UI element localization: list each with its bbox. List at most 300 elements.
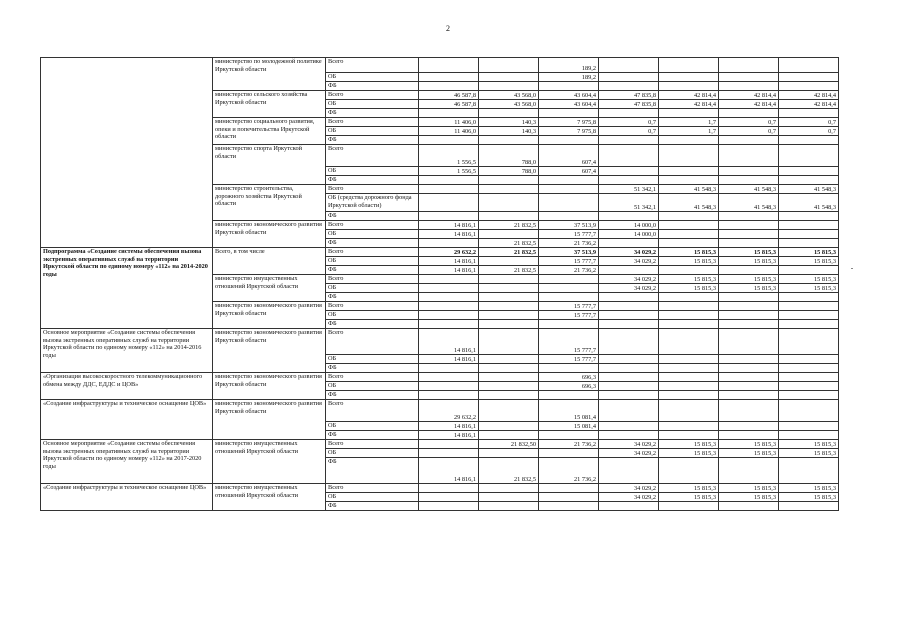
- amount-cell: [659, 302, 719, 311]
- amount-cell: [659, 355, 719, 364]
- amount-cell: 15 815,3: [659, 275, 719, 284]
- amount-cell: [599, 422, 659, 431]
- amount-cell: [479, 449, 539, 458]
- amount-cell: 15 777,7: [539, 355, 599, 364]
- amount-cell: [479, 373, 539, 382]
- amount-cell: [779, 502, 839, 511]
- amount-cell: [599, 311, 659, 320]
- funding-source-cell: Всего: [326, 373, 419, 382]
- budget-table: [40, 57, 839, 511]
- amount-cell: 788,0: [479, 145, 539, 167]
- amount-cell: [419, 449, 479, 458]
- amount-cell: [659, 391, 719, 400]
- funding-source-cell: ОБ: [326, 449, 419, 458]
- amount-cell: [779, 391, 839, 400]
- amount-cell: [719, 391, 779, 400]
- amount-cell: [599, 373, 659, 382]
- amount-cell: 41 548,3: [779, 185, 839, 194]
- amount-cell: 34 029,2: [599, 248, 659, 257]
- amount-cell: [479, 422, 539, 431]
- funding-source-cell: Всего: [326, 302, 419, 311]
- amount-cell: [599, 382, 659, 391]
- amount-cell: [599, 302, 659, 311]
- amount-cell: 43 568,0: [479, 91, 539, 100]
- amount-cell: 15 815,3: [719, 248, 779, 257]
- amount-cell: [659, 145, 719, 167]
- amount-cell: [479, 58, 539, 73]
- amount-cell: [659, 239, 719, 248]
- amount-cell: [779, 82, 839, 91]
- amount-cell: [719, 212, 779, 221]
- amount-cell: 696,3: [539, 373, 599, 382]
- program-name-cell: Подпрограмма «Создание системы обеспечения вызова экстренных оперативных служб на территории Иркутской области по единому номеру «112» на 2014-2020 годы: [41, 248, 213, 329]
- amount-cell: [719, 176, 779, 185]
- amount-cell: [419, 82, 479, 91]
- amount-cell: [719, 82, 779, 91]
- amount-cell: [659, 230, 719, 239]
- funding-source-cell: ФБ: [326, 293, 419, 302]
- amount-cell: [539, 109, 599, 118]
- amount-cell: [479, 284, 539, 293]
- amount-cell: [419, 502, 479, 511]
- amount-cell: [479, 185, 539, 194]
- amount-cell: 51 342,1: [599, 185, 659, 194]
- amount-cell: 0,7: [719, 118, 779, 127]
- amount-cell: 42 814,4: [779, 91, 839, 100]
- funding-source-cell: Всего: [326, 329, 419, 355]
- amount-cell: [539, 320, 599, 329]
- table-row: [41, 58, 839, 73]
- funding-source-cell: Всего: [326, 145, 419, 167]
- amount-cell: [419, 373, 479, 382]
- amount-cell: 15 815,3: [659, 493, 719, 502]
- funding-source-cell: ФБ: [326, 176, 419, 185]
- amount-cell: [659, 136, 719, 145]
- amount-cell: [419, 284, 479, 293]
- funding-source-cell: ОБ: [326, 167, 419, 176]
- amount-cell: [779, 458, 839, 484]
- amount-cell: 0,7: [779, 127, 839, 136]
- amount-cell: [419, 239, 479, 248]
- amount-cell: [719, 364, 779, 373]
- amount-cell: 15 815,3: [779, 440, 839, 449]
- amount-cell: 15 777,7: [539, 329, 599, 355]
- amount-cell: [539, 136, 599, 145]
- amount-cell: [479, 391, 539, 400]
- amount-cell: [419, 364, 479, 373]
- amount-cell: [539, 82, 599, 91]
- funding-source-cell: ОБ: [326, 311, 419, 320]
- amount-cell: [419, 311, 479, 320]
- amount-cell: 29 632,2: [419, 248, 479, 257]
- amount-cell: [479, 257, 539, 266]
- amount-cell: 37 513,9: [539, 248, 599, 257]
- amount-cell: 34 029,2: [599, 275, 659, 284]
- amount-cell: [779, 109, 839, 118]
- amount-cell: [479, 230, 539, 239]
- amount-cell: 41 548,3: [719, 185, 779, 194]
- amount-cell: [659, 329, 719, 355]
- amount-cell: [599, 58, 659, 73]
- amount-cell: [479, 431, 539, 440]
- funding-source-cell: Всего: [326, 248, 419, 257]
- amount-cell: [659, 320, 719, 329]
- amount-cell: [659, 373, 719, 382]
- amount-cell: [779, 320, 839, 329]
- amount-cell: 189,2: [539, 73, 599, 82]
- amount-cell: 15 081,4: [539, 422, 599, 431]
- amount-cell: 1,7: [659, 118, 719, 127]
- executor-cell: министерство имущественных отношений Иркутской области: [213, 484, 326, 511]
- funding-source-cell: ОБ: [326, 493, 419, 502]
- amount-cell: 15 815,3: [719, 493, 779, 502]
- amount-cell: [779, 373, 839, 382]
- amount-cell: 140,3: [479, 127, 539, 136]
- amount-cell: [479, 82, 539, 91]
- funding-source-cell: ФБ: [326, 320, 419, 329]
- funding-source-cell: ОБ: [326, 100, 419, 109]
- amount-cell: [779, 212, 839, 221]
- funding-source-cell: ФБ: [326, 502, 419, 511]
- funding-source-cell: ФБ: [326, 109, 419, 118]
- amount-cell: 51 342,1: [599, 194, 659, 212]
- amount-cell: [659, 82, 719, 91]
- amount-cell: 15 777,7: [539, 311, 599, 320]
- amount-cell: [599, 391, 659, 400]
- executor-cell: министерство экономического развития Иркутской области: [213, 221, 326, 248]
- amount-cell: [779, 176, 839, 185]
- amount-cell: [719, 329, 779, 355]
- funding-source-cell: ФБ: [326, 266, 419, 275]
- amount-cell: [539, 212, 599, 221]
- amount-cell: [719, 502, 779, 511]
- amount-cell: 21 832,50: [479, 440, 539, 449]
- amount-cell: [779, 329, 839, 355]
- executor-cell: министерство спорта Иркутской области: [213, 145, 326, 185]
- amount-cell: 14 816,1: [419, 230, 479, 239]
- amount-cell: [659, 382, 719, 391]
- amount-cell: [719, 167, 779, 176]
- amount-cell: 1,7: [659, 127, 719, 136]
- amount-cell: 14 816,1: [419, 266, 479, 275]
- amount-cell: [419, 109, 479, 118]
- amount-cell: [419, 382, 479, 391]
- amount-cell: [719, 58, 779, 73]
- amount-cell: [539, 176, 599, 185]
- amount-cell: [599, 266, 659, 275]
- amount-cell: [599, 73, 659, 82]
- amount-cell: [539, 275, 599, 284]
- scan-speck: [851, 268, 853, 269]
- amount-cell: 46 587,8: [419, 91, 479, 100]
- amount-cell: 14 816,1: [419, 257, 479, 266]
- amount-cell: [599, 400, 659, 422]
- amount-cell: [539, 284, 599, 293]
- amount-cell: [599, 176, 659, 185]
- amount-cell: [599, 239, 659, 248]
- funding-source-cell: Всего: [326, 440, 419, 449]
- amount-cell: 15 815,3: [779, 248, 839, 257]
- table-row: [41, 484, 839, 493]
- amount-cell: [719, 145, 779, 167]
- amount-cell: 15 815,3: [779, 275, 839, 284]
- amount-cell: 15 815,3: [719, 449, 779, 458]
- amount-cell: [539, 431, 599, 440]
- amount-cell: 21 736,2: [539, 266, 599, 275]
- amount-cell: 14 816,1: [419, 221, 479, 230]
- amount-cell: 42 814,4: [659, 91, 719, 100]
- amount-cell: [719, 136, 779, 145]
- amount-cell: 34 029,2: [599, 493, 659, 502]
- executor-cell: министерство имущественных отношений Иркутской области: [213, 275, 326, 302]
- amount-cell: [659, 502, 719, 511]
- executor-cell: министерство экономического развития Иркутской области: [213, 373, 326, 400]
- amount-cell: [659, 266, 719, 275]
- funding-source-cell: Всего: [326, 275, 419, 284]
- executor-cell: министерство экономического развития Иркутской области: [213, 400, 326, 440]
- amount-cell: 15 815,3: [779, 449, 839, 458]
- amount-cell: 14 816,1: [419, 422, 479, 431]
- amount-cell: [599, 329, 659, 355]
- funding-source-cell: ОБ: [326, 230, 419, 239]
- amount-cell: 21 736,2: [539, 440, 599, 449]
- amount-cell: 1 556,5: [419, 167, 479, 176]
- amount-cell: [419, 302, 479, 311]
- funding-source-cell: ОБ: [326, 284, 419, 293]
- amount-cell: 15 777,7: [539, 302, 599, 311]
- amount-cell: 15 815,3: [719, 440, 779, 449]
- amount-cell: [479, 212, 539, 221]
- amount-cell: 140,3: [479, 118, 539, 127]
- amount-cell: [419, 440, 479, 449]
- amount-cell: [539, 293, 599, 302]
- amount-cell: 189,2: [539, 58, 599, 73]
- amount-cell: [659, 458, 719, 484]
- amount-cell: [539, 194, 599, 212]
- amount-cell: 15 815,3: [659, 440, 719, 449]
- amount-cell: 21 832,5: [479, 458, 539, 484]
- amount-cell: 15 815,3: [719, 275, 779, 284]
- amount-cell: 15 815,3: [659, 257, 719, 266]
- amount-cell: 0,7: [719, 127, 779, 136]
- amount-cell: [539, 391, 599, 400]
- amount-cell: 15 815,3: [659, 248, 719, 257]
- program-name-cell: «Создание инфраструктуры и техническое оснащение ЦОВ»: [41, 400, 213, 440]
- amount-cell: [479, 302, 539, 311]
- amount-cell: 42 814,4: [719, 91, 779, 100]
- amount-cell: [779, 311, 839, 320]
- executor-cell: Всего, в том числе: [213, 248, 326, 275]
- amount-cell: [719, 373, 779, 382]
- program-name-cell: Основное мероприятие «Создание системы обеспечения вызова экстренных оперативных служб на территории Иркутской области по единому номеру «112» на 2014-2016 годы: [41, 329, 213, 373]
- amount-cell: [659, 293, 719, 302]
- amount-cell: 7 975,8: [539, 118, 599, 127]
- amount-cell: [599, 431, 659, 440]
- funding-source-cell: Всего: [326, 91, 419, 100]
- amount-cell: [779, 355, 839, 364]
- amount-cell: [419, 293, 479, 302]
- amount-cell: [479, 329, 539, 355]
- amount-cell: [419, 194, 479, 212]
- amount-cell: [599, 212, 659, 221]
- table-row: [41, 329, 839, 355]
- amount-cell: [479, 194, 539, 212]
- funding-source-cell: ОБ (средства дорожного фонда Иркутской области): [326, 194, 419, 212]
- amount-cell: [659, 431, 719, 440]
- amount-cell: [599, 82, 659, 91]
- amount-cell: [659, 176, 719, 185]
- amount-cell: 14 816,1: [419, 355, 479, 364]
- amount-cell: [419, 493, 479, 502]
- amount-cell: [419, 136, 479, 145]
- amount-cell: [659, 400, 719, 422]
- amount-cell: [719, 239, 779, 248]
- amount-cell: [599, 320, 659, 329]
- amount-cell: 21 832,5: [479, 221, 539, 230]
- amount-cell: 34 029,2: [599, 284, 659, 293]
- amount-cell: [719, 221, 779, 230]
- table-row: [41, 400, 839, 422]
- funding-source-cell: ОБ: [326, 382, 419, 391]
- amount-cell: [719, 458, 779, 484]
- table-body: [41, 58, 839, 511]
- program-name-cell: «Создание инфраструктуры и техническое оснащение ЦОВ»: [41, 484, 213, 511]
- amount-cell: [419, 484, 479, 493]
- amount-cell: [539, 364, 599, 373]
- amount-cell: 21 736,2: [539, 458, 599, 484]
- amount-cell: 37 513,9: [539, 221, 599, 230]
- amount-cell: 7 975,8: [539, 127, 599, 136]
- amount-cell: [659, 364, 719, 373]
- amount-cell: [779, 302, 839, 311]
- amount-cell: 21 832,5: [479, 239, 539, 248]
- amount-cell: [779, 73, 839, 82]
- amount-cell: [539, 484, 599, 493]
- funding-source-cell: ФБ: [326, 364, 419, 373]
- amount-cell: 11 406,0: [419, 127, 479, 136]
- amount-cell: [779, 382, 839, 391]
- amount-cell: 21 832,5: [479, 266, 539, 275]
- amount-cell: 15 777,7: [539, 230, 599, 239]
- amount-cell: 47 835,8: [599, 91, 659, 100]
- amount-cell: [479, 136, 539, 145]
- amount-cell: [479, 73, 539, 82]
- amount-cell: [539, 502, 599, 511]
- amount-cell: [419, 320, 479, 329]
- amount-cell: [719, 431, 779, 440]
- amount-cell: [479, 493, 539, 502]
- amount-cell: [479, 293, 539, 302]
- amount-cell: 15 815,3: [779, 493, 839, 502]
- program-name-cell: Основное мероприятие «Создание системы обеспечения вызова экстренных оперативных служб на территории Иркутской области по единому номеру «112» на 2017-2020 годы: [41, 440, 213, 484]
- amount-cell: [599, 355, 659, 364]
- amount-cell: 15 815,3: [719, 284, 779, 293]
- amount-cell: 43 604,4: [539, 100, 599, 109]
- funding-source-cell: ФБ: [326, 458, 419, 484]
- amount-cell: 42 814,4: [779, 100, 839, 109]
- amount-cell: [659, 58, 719, 73]
- amount-cell: 34 029,2: [599, 257, 659, 266]
- funding-source-cell: ФБ: [326, 431, 419, 440]
- amount-cell: [719, 266, 779, 275]
- amount-cell: 14 816,1: [419, 431, 479, 440]
- funding-source-cell: ОБ: [326, 355, 419, 364]
- amount-cell: [479, 364, 539, 373]
- amount-cell: [479, 400, 539, 422]
- amount-cell: [599, 136, 659, 145]
- amount-cell: [419, 275, 479, 284]
- amount-cell: 607,4: [539, 167, 599, 176]
- amount-cell: 15 815,3: [779, 284, 839, 293]
- amount-cell: [479, 355, 539, 364]
- amount-cell: 15 815,3: [659, 484, 719, 493]
- amount-cell: [719, 422, 779, 431]
- amount-cell: [599, 109, 659, 118]
- amount-cell: 47 835,8: [599, 100, 659, 109]
- amount-cell: 34 029,2: [599, 449, 659, 458]
- amount-cell: [419, 73, 479, 82]
- amount-cell: 41 548,3: [719, 194, 779, 212]
- amount-cell: 14 816,1: [419, 458, 479, 484]
- amount-cell: [419, 176, 479, 185]
- amount-cell: 46 587,8: [419, 100, 479, 109]
- amount-cell: [779, 239, 839, 248]
- amount-cell: 15 081,4: [539, 400, 599, 422]
- funding-source-cell: ФБ: [326, 136, 419, 145]
- funding-source-cell: Всего: [326, 118, 419, 127]
- amount-cell: [719, 302, 779, 311]
- amount-cell: [479, 484, 539, 493]
- amount-cell: [479, 275, 539, 284]
- program-name-cell: [41, 58, 213, 248]
- amount-cell: 696,3: [539, 382, 599, 391]
- amount-cell: [599, 167, 659, 176]
- amount-cell: [779, 145, 839, 167]
- table-row: [41, 373, 839, 382]
- amount-cell: [779, 400, 839, 422]
- amount-cell: [779, 167, 839, 176]
- amount-cell: [779, 136, 839, 145]
- funding-source-cell: ФБ: [326, 239, 419, 248]
- amount-cell: [659, 73, 719, 82]
- amount-cell: [599, 364, 659, 373]
- executor-cell: министерство экономического развития Иркутской области: [213, 329, 326, 373]
- amount-cell: 14 000,0: [599, 221, 659, 230]
- amount-cell: 41 548,3: [659, 185, 719, 194]
- amount-cell: 42 814,4: [659, 100, 719, 109]
- amount-cell: [599, 502, 659, 511]
- amount-cell: 41 548,3: [659, 194, 719, 212]
- amount-cell: [779, 221, 839, 230]
- program-name-cell: «Организация высокоскоростного телекоммуникационного обмена между ДДС, ЕДДС и ЦОВ»: [41, 373, 213, 400]
- amount-cell: [419, 212, 479, 221]
- amount-cell: 43 568,0: [479, 100, 539, 109]
- amount-cell: [419, 58, 479, 73]
- amount-cell: 43 604,4: [539, 91, 599, 100]
- table-row: [41, 248, 839, 257]
- amount-cell: 34 029,2: [599, 484, 659, 493]
- amount-cell: [719, 230, 779, 239]
- funding-source-cell: ФБ: [326, 212, 419, 221]
- amount-cell: 15 777,7: [539, 257, 599, 266]
- amount-cell: [659, 109, 719, 118]
- funding-source-cell: Всего: [326, 484, 419, 493]
- amount-cell: 607,4: [539, 145, 599, 167]
- funding-source-cell: Всего: [326, 400, 419, 422]
- amount-cell: [719, 400, 779, 422]
- amount-cell: 788,0: [479, 167, 539, 176]
- amount-cell: [779, 230, 839, 239]
